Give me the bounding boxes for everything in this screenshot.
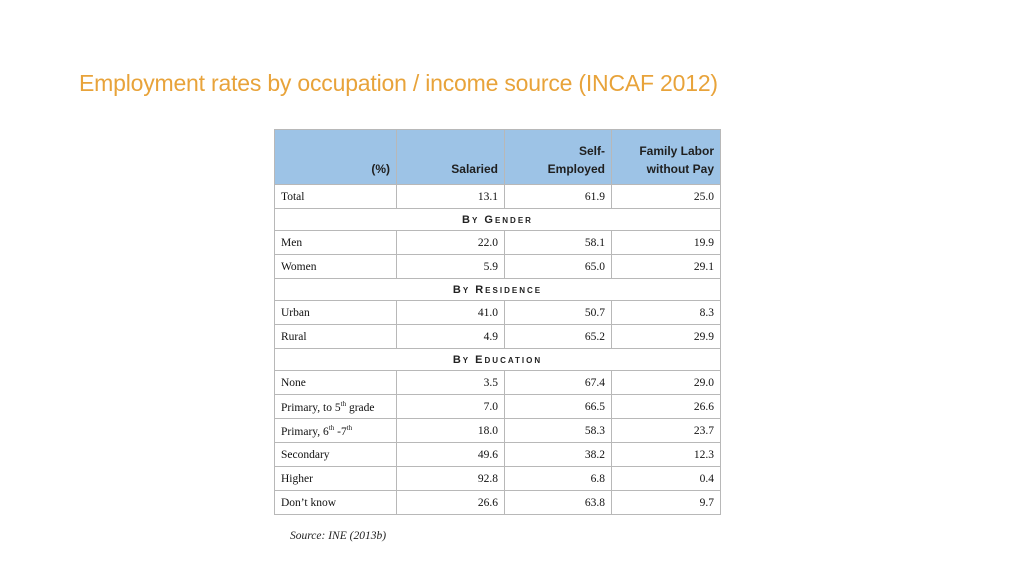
table-row: [275, 371, 721, 395]
section-title: By Residence: [275, 279, 721, 301]
cell-salaried: 41.0: [397, 301, 505, 325]
table-row-total: [275, 185, 721, 209]
cell-self-employed: 58.1: [505, 231, 612, 255]
row-label: Urban: [275, 301, 397, 325]
section-title: By Gender: [275, 209, 721, 231]
table-row: [275, 443, 721, 467]
table-row: [275, 395, 721, 419]
table-row: [275, 325, 721, 349]
cell-self-employed: 63.8: [505, 491, 612, 515]
table-row: [275, 467, 721, 491]
row-label: Women: [275, 255, 397, 279]
row-label: Don’t know: [275, 491, 397, 515]
row-label: Men: [275, 231, 397, 255]
row-label: None: [275, 371, 397, 395]
cell-salaried: 13.1: [397, 185, 505, 209]
row-label: Higher: [275, 467, 397, 491]
cell-salaried: 7.0: [397, 395, 505, 419]
cell-salaried: 49.6: [397, 443, 505, 467]
cell-self-employed: 50.7: [505, 301, 612, 325]
table-row: [275, 301, 721, 325]
header-unit: (%): [275, 130, 397, 185]
cell-salaried: 5.9: [397, 255, 505, 279]
cell-family-labor: 29.9: [612, 325, 721, 349]
slide-title: Employment rates by occupation / income source (INCAF 2012): [79, 70, 718, 96]
row-label: Primary, 6th -7th: [275, 419, 397, 443]
section-header-row: [275, 279, 721, 301]
cell-self-employed: 38.2: [505, 443, 612, 467]
table-row: [275, 255, 721, 279]
cell-self-employed: 58.3: [505, 419, 612, 443]
header-self-employed: [505, 130, 612, 185]
header-self-employed-line2: Employed: [547, 162, 605, 176]
cell-salaried: 22.0: [397, 231, 505, 255]
cell-self-employed: 65.2: [505, 325, 612, 349]
cell-salaried: 26.6: [397, 491, 505, 515]
table-row: [275, 419, 721, 443]
cell-self-employed: 6.8: [505, 467, 612, 491]
row-label: Rural: [275, 325, 397, 349]
cell-family-labor: 29.0: [612, 371, 721, 395]
table-row: [275, 231, 721, 255]
row-label: Secondary: [275, 443, 397, 467]
cell-self-employed: 67.4: [505, 371, 612, 395]
cell-self-employed: 61.9: [505, 185, 612, 209]
employment-table-container: [274, 129, 720, 515]
cell-family-labor: 9.7: [612, 491, 721, 515]
cell-salaried: 92.8: [397, 467, 505, 491]
row-label: Total: [275, 185, 397, 209]
header-salaried: Salaried: [397, 130, 505, 185]
row-label: Primary, to 5th grade: [275, 395, 397, 419]
table-header-row: [275, 130, 721, 185]
cell-salaried: 18.0: [397, 419, 505, 443]
cell-family-labor: 29.1: [612, 255, 721, 279]
source-note: Source: INE (2013b): [290, 530, 387, 542]
cell-family-labor: 12.3: [612, 443, 721, 467]
header-family-labor: [612, 130, 721, 185]
cell-salaried: 4.9: [397, 325, 505, 349]
header-family-labor-line1: Family Labor: [639, 144, 714, 158]
cell-family-labor: 0.4: [612, 467, 721, 491]
section-header-row: [275, 349, 721, 371]
cell-family-labor: 26.6: [612, 395, 721, 419]
cell-family-labor: 23.7: [612, 419, 721, 443]
cell-self-employed: 66.5: [505, 395, 612, 419]
cell-family-labor: 19.9: [612, 231, 721, 255]
table-row: [275, 491, 721, 515]
cell-family-labor: 25.0: [612, 185, 721, 209]
section-title: By Education: [275, 349, 721, 371]
header-self-employed-line1: Self-: [578, 144, 605, 158]
cell-self-employed: 65.0: [505, 255, 612, 279]
employment-rates-table: [274, 129, 721, 515]
section-header-row: [275, 209, 721, 231]
cell-family-labor: 8.3: [612, 301, 721, 325]
header-family-labor-line2: without Pay: [646, 162, 714, 176]
cell-salaried: 3.5: [397, 371, 505, 395]
